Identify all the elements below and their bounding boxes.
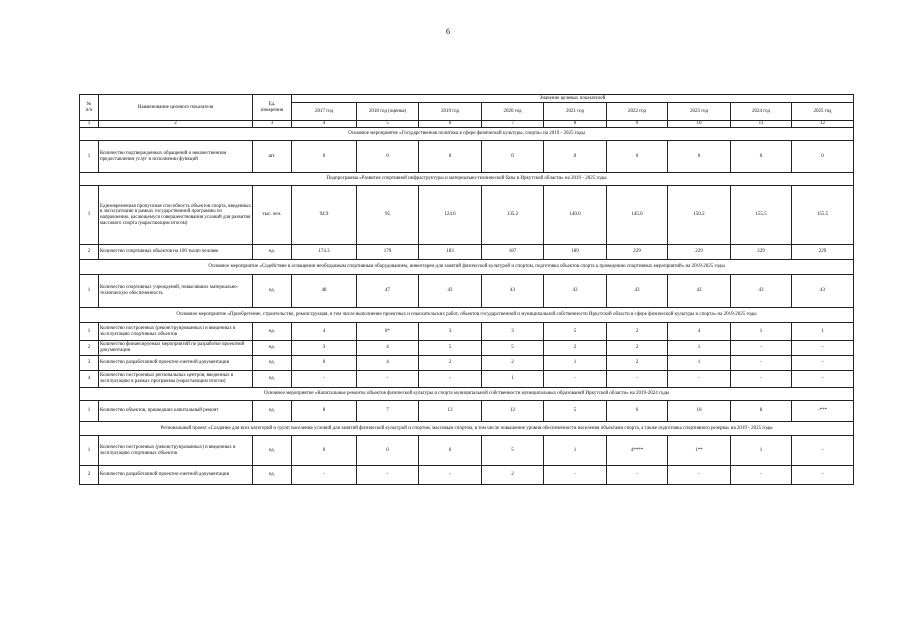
value-cell: 124.6 xyxy=(419,186,482,245)
value-cell: 94.9 xyxy=(292,186,357,245)
unit: ед. xyxy=(253,401,292,422)
unit: ед. xyxy=(253,436,292,466)
value-cell: 2 xyxy=(419,356,482,371)
value-cell: 5 xyxy=(482,436,544,466)
indicator-name: Количество разработанной проектно-сметной документации xyxy=(99,356,253,371)
value-cell: 8 xyxy=(292,401,357,422)
value-cell: 4 xyxy=(357,356,419,371)
value-cell: 0 xyxy=(292,141,357,173)
value-cell: 43 xyxy=(607,275,668,308)
value-cell: - xyxy=(357,371,419,388)
value-cell: 5 xyxy=(482,341,544,356)
table-row xyxy=(80,275,854,308)
section-title: Основное мероприятие «Приобретение, строительство, реконструкция, в том числе выполнение проектных и изыскательских работ, объектов государственной и муниципальной собственности Иркутской области в сфере физической культуры и спорта» на 2019-2025 годы xyxy=(80,308,854,323)
value-cell: 5 xyxy=(544,401,607,422)
value-cell: 8* xyxy=(357,323,419,341)
unit: ед. xyxy=(253,323,292,341)
value-cell: 0 xyxy=(792,141,854,173)
section-row xyxy=(80,308,854,323)
unit: ед. xyxy=(253,245,292,260)
table-row xyxy=(80,401,854,422)
column-number: 2 xyxy=(99,121,253,128)
indicators-table xyxy=(79,94,854,485)
header-year: 2018 год (оценка) xyxy=(357,103,419,121)
value-cell: 4 xyxy=(292,323,357,341)
value-cell: - xyxy=(731,466,792,485)
value-cell: 179 xyxy=(357,245,419,260)
value-cell: 2 xyxy=(607,341,668,356)
indicator-name: Количество объектов, прошедших капитальный ремонт xyxy=(99,401,253,422)
unit: ед. xyxy=(253,275,292,308)
value-cell: 155.5 xyxy=(731,186,792,245)
value-cell: 6 xyxy=(419,436,482,466)
value-cell: 0 xyxy=(357,436,419,466)
value-cell: - xyxy=(792,371,854,388)
section-title: Основное мероприятие «Содействие в оснащении необходимым спортивным оборудованием, инвентарем для занятий физической культурой и спортом, подготовка объектов спорта к проведению спортивных мероприятий» на 2019-2025 годы xyxy=(80,260,854,275)
header-name: Наименование целевого показателя xyxy=(99,95,253,121)
row-number: 1 xyxy=(80,275,99,308)
value-cell: 2 xyxy=(607,323,668,341)
header-unit: Ед. измерения xyxy=(253,95,292,121)
value-cell: 229 xyxy=(792,245,854,260)
column-number: 11 xyxy=(731,121,792,128)
indicator-name: Количество спортивных объектов на 100 тысяч человек xyxy=(99,245,253,260)
section-title: Подпрограмма «Развитие спортивной инфраструктуры и материально-технической базы в Иркутской области» на 2019 - 2025 годы xyxy=(80,173,854,186)
value-cell: 135.2 xyxy=(482,186,544,245)
value-cell: 229 xyxy=(607,245,668,260)
value-cell: 0 xyxy=(292,356,357,371)
unit: ед. xyxy=(253,371,292,388)
indicator-name: Количество разработанной проектно-сметной документации xyxy=(99,466,253,485)
value-cell: 183 xyxy=(419,245,482,260)
unit: ед. xyxy=(253,341,292,356)
section-row xyxy=(80,388,854,401)
header-year: 2020 год xyxy=(482,103,544,121)
section-title: Региональный проект «Создание для всех категорий и групп населения условий для занятий физической культурой и спортом, массовым спортом, в том числе повышение уровня обеспеченности населения объектами спорта, а также подготовка спортивного резерва» на 2019 - 2025 годы xyxy=(80,422,854,436)
table-row xyxy=(80,186,854,245)
row-number: 2 xyxy=(80,341,99,356)
value-cell: 1 xyxy=(731,323,792,341)
column-number: 1 xyxy=(80,121,99,128)
header-num: № п/п xyxy=(80,95,99,121)
value-cell: 4 xyxy=(357,341,419,356)
column-number: 9 xyxy=(607,121,668,128)
indicator-name: Количество построенных региональных центров, введенных в эксплуатацию в рамках программы (нарастающим итогом) xyxy=(99,371,253,388)
value-cell: 43 xyxy=(419,275,482,308)
value-cell: 145.0 xyxy=(607,186,668,245)
header-values: Значение целевых показателей xyxy=(292,95,854,103)
value-cell: - xyxy=(792,436,854,466)
value-cell: 43 xyxy=(792,275,854,308)
value-cell: 2 xyxy=(607,356,668,371)
value-cell: 43 xyxy=(668,275,731,308)
value-cell: 47 xyxy=(357,275,419,308)
row-number: 2 xyxy=(80,245,99,260)
value-cell: 229 xyxy=(668,245,731,260)
value-cell: 43 xyxy=(482,275,544,308)
unit: тыс. чел. xyxy=(253,186,292,245)
table-row xyxy=(80,436,854,466)
table-row xyxy=(80,245,854,260)
value-cell: - xyxy=(668,371,731,388)
header-year: 2025 год xyxy=(792,103,854,121)
unit: шт. xyxy=(253,141,292,173)
value-cell: 0 xyxy=(668,141,731,173)
value-cell: 95 xyxy=(357,186,419,245)
header-year: 2021 год xyxy=(544,103,607,121)
unit: ед. xyxy=(253,466,292,485)
section-row xyxy=(80,260,854,275)
value-cell: - xyxy=(607,371,668,388)
section-title: Основное мероприятие «Государственная политика в сфере физической культуры, спорта» на 2019 - 2025 годы xyxy=(80,128,854,141)
section-row xyxy=(80,128,854,141)
value-cell: 12 xyxy=(482,401,544,422)
value-cell: 1 xyxy=(668,356,731,371)
value-cell: 229 xyxy=(731,245,792,260)
value-cell: 0 xyxy=(357,141,419,173)
value-cell: - xyxy=(419,371,482,388)
section-row xyxy=(80,173,854,186)
value-cell: 0 xyxy=(544,141,607,173)
column-number: 12 xyxy=(792,121,854,128)
column-number: 6 xyxy=(419,121,482,128)
column-number: 10 xyxy=(668,121,731,128)
value-cell: 2 xyxy=(482,466,544,485)
value-cell: - xyxy=(731,371,792,388)
header-year: 2017 год xyxy=(292,103,357,121)
page-number: 6 xyxy=(446,27,450,36)
value-cell: 189 xyxy=(544,245,607,260)
indicator-name: Количество подтвержденных обращений о некачественном предоставлении услуг и исполнении функций xyxy=(99,141,253,173)
value-cell: 187 xyxy=(482,245,544,260)
indicator-name: Количество финансируемых мероприятий по разработке проектной документации xyxy=(99,341,253,356)
value-cell: 174.3 xyxy=(292,245,357,260)
value-cell: 140.0 xyxy=(544,186,607,245)
value-cell: 1 xyxy=(544,356,607,371)
value-cell: - xyxy=(544,371,607,388)
value-cell: 1 xyxy=(668,341,731,356)
value-cell: 1 xyxy=(544,436,607,466)
value-cell: 2 xyxy=(482,356,544,371)
header-year: 2024 год xyxy=(731,103,792,121)
row-number: 1 xyxy=(80,141,99,173)
header-year: 2022 год xyxy=(607,103,668,121)
value-cell: - xyxy=(792,466,854,485)
value-cell: - xyxy=(292,466,357,485)
value-cell: 150.2 xyxy=(668,186,731,245)
column-number: 4 xyxy=(292,121,357,128)
value-cell: 0 xyxy=(607,141,668,173)
value-cell: - xyxy=(668,466,731,485)
header-year: 2023 год xyxy=(668,103,731,121)
indicator-name: Количество построенных (реконструированных) и введенных в эксплуатацию спортивных объектов xyxy=(99,436,253,466)
header-year: 2019 год xyxy=(419,103,482,121)
value-cell: 3 xyxy=(292,341,357,356)
value-cell: 0 xyxy=(419,141,482,173)
table-row xyxy=(80,141,854,173)
indicator-name: Количество спортивных учреждений, повысивших материально-техническую обеспеченность xyxy=(99,275,253,308)
value-cell: - xyxy=(607,466,668,485)
value-cell: 2 xyxy=(544,341,607,356)
value-cell: 48 xyxy=(292,275,357,308)
section-row xyxy=(80,422,854,436)
value-cell: 1 xyxy=(731,436,792,466)
value-cell: 8 xyxy=(731,401,792,422)
row-number: 1 xyxy=(80,186,99,245)
value-cell: 13 xyxy=(419,401,482,422)
value-cell: - xyxy=(731,356,792,371)
row-number: 4 xyxy=(80,371,99,388)
table-header xyxy=(80,95,854,128)
value-cell: -*** xyxy=(792,401,854,422)
column-number: 7 xyxy=(482,121,544,128)
table-row xyxy=(80,371,854,388)
value-cell: 0 xyxy=(292,436,357,466)
value-cell: 43 xyxy=(544,275,607,308)
value-cell: - xyxy=(731,341,792,356)
table-body xyxy=(80,128,854,485)
table-row xyxy=(80,323,854,341)
value-cell: 4**** xyxy=(607,436,668,466)
row-number: 1 xyxy=(80,436,99,466)
value-cell: 6 xyxy=(607,401,668,422)
value-cell: 0 xyxy=(731,141,792,173)
unit: ед. xyxy=(253,356,292,371)
row-number: 1 xyxy=(80,323,99,341)
table-row xyxy=(80,341,854,356)
value-cell: 5 xyxy=(544,323,607,341)
value-cell: 43 xyxy=(731,275,792,308)
value-cell: - xyxy=(544,466,607,485)
column-number: 3 xyxy=(253,121,292,128)
value-cell: - xyxy=(292,371,357,388)
value-cell: 1 xyxy=(482,371,544,388)
section-title: Основное мероприятие «Капитальные ремонты объектов физической культуры и спорта муниципальной собственности муниципальных образований Иркутской области» на 2019-2024 годы xyxy=(80,388,854,401)
row-number: 1 xyxy=(80,401,99,422)
value-cell: 10 xyxy=(668,401,731,422)
value-cell: 7 xyxy=(357,401,419,422)
value-cell: - xyxy=(357,466,419,485)
column-number: 8 xyxy=(544,121,607,128)
value-cell: 3 xyxy=(482,323,544,341)
table-row xyxy=(80,356,854,371)
table-row xyxy=(80,466,854,485)
value-cell: - xyxy=(419,466,482,485)
indicator-name: Количество построенных (реконструированных) и введенных в эксплуатацию спортивных объектов xyxy=(99,323,253,341)
column-number: 5 xyxy=(357,121,419,128)
indicator-name: Единовременная пропускная способность объектов спорта, введенных в эксплуатацию в рамках государственной программы по направлению, касающемуся совершенствования условий для развития массового спорта (нарастающим итогом) xyxy=(99,186,253,245)
row-number: 2 xyxy=(80,466,99,485)
value-cell: 0 xyxy=(482,141,544,173)
value-cell: 155.5 xyxy=(792,186,854,245)
value-cell: - xyxy=(792,356,854,371)
row-number: 3 xyxy=(80,356,99,371)
value-cell: - xyxy=(792,341,854,356)
value-cell: 1** xyxy=(668,436,731,466)
value-cell: 4 xyxy=(668,323,731,341)
value-cell: 1 xyxy=(792,323,854,341)
value-cell: 5 xyxy=(419,341,482,356)
value-cell: 3 xyxy=(419,323,482,341)
